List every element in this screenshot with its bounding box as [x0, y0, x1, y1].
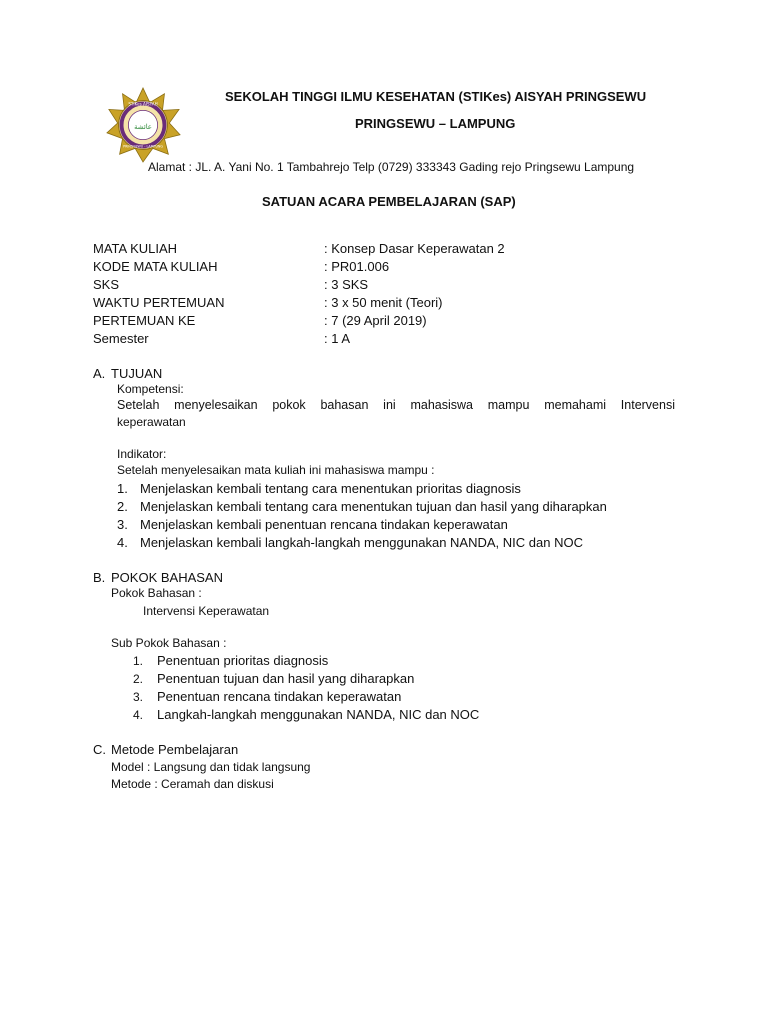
info-value: : Konsep Dasar Keperawatan 2 [324, 241, 505, 256]
institution-address: Alamat : JL. A. Yani No. 1 Tambahrejo Telp (0729) 333343 Gading rejo Pringsewu Lampung [148, 160, 635, 174]
model-text: Model : Langsung dan tidak langsung [111, 760, 311, 774]
info-label: SKS [93, 277, 120, 292]
document-title: SATUAN ACARA PEMBELAJARAN (SAP) [262, 194, 516, 209]
section-title: Metode Pembelajaran [111, 742, 239, 757]
indikator-intro: Setelah menyelesaikan mata kuliah ini mahasiswa mampu : [117, 463, 435, 477]
section-marker: A. [93, 366, 106, 381]
info-label: MATA KULIAH [93, 241, 178, 256]
list-number: 2. [133, 672, 144, 686]
info-value: : PR01.006 [324, 259, 390, 274]
list-item: Menjelaskan kembali tentang cara menentukan prioritas diagnosis [140, 481, 521, 496]
logo-text-top: STIKes AISYAH [128, 101, 158, 107]
section-marker: B. [93, 570, 106, 585]
list-item: Langkah-langkah menggunakan NANDA, NIC dan NOC [157, 707, 480, 722]
list-item: Menjelaskan kembali penentuan rencana tindakan keperawatan [140, 517, 508, 532]
kompetensi-label: Kompetensi: [117, 382, 184, 396]
sub-pokok-bahasan-label: Sub Pokok Bahasan : [111, 636, 227, 650]
info-value: : 3 x 50 menit (Teori) [324, 295, 443, 310]
section-title: TUJUAN [111, 366, 163, 381]
list-number: 2. [117, 499, 128, 514]
pokok-bahasan-label: Pokok Bahasan : [111, 586, 202, 600]
pokok-bahasan-value: Intervensi Keperawatan [143, 604, 270, 618]
kompetensi-text-line1: Setelah menyelesaikan pokok bahasan ini mahasiswa mampu memahami Intervensi [117, 398, 675, 412]
kompetensi-text-line2: keperawatan [117, 415, 186, 429]
info-value: : 3 SKS [324, 277, 369, 292]
svg-text:عائشة: عائشة [134, 122, 152, 131]
list-number: 3. [133, 690, 144, 704]
section-marker: C. [93, 742, 106, 757]
info-label: WAKTU PERTEMUAN [93, 295, 225, 310]
list-number: 4. [117, 535, 128, 550]
list-item: Penentuan rencana tindakan keperawatan [157, 689, 402, 704]
indikator-label: Indikator: [117, 447, 167, 461]
info-label: KODE MATA KULIAH [93, 259, 218, 274]
info-label: PERTEMUAN KE [93, 313, 196, 328]
list-number: 1. [117, 481, 128, 496]
institution-location: PRINGSEWU – LAMPUNG [355, 116, 516, 131]
list-number: 4. [133, 708, 144, 722]
metode-text: Metode : Ceramah dan diskusi [111, 777, 274, 791]
institution-name: SEKOLAH TINGGI ILMU KESEHATAN (STIKes) AISYAH PRINGSEWU [225, 89, 647, 104]
list-item: Penentuan tujuan dan hasil yang diharapkan [157, 671, 415, 686]
list-item: Menjelaskan kembali langkah-langkah menggunakan NANDA, NIC dan NOC [140, 535, 583, 550]
list-item: Menjelaskan kembali tentang cara menentukan tujuan dan hasil yang diharapkan [140, 499, 607, 514]
logo-text-bottom: PRINGSEWU - LAMPUNG [123, 144, 163, 149]
info-value: : 7 (29 April 2019) [324, 313, 427, 328]
info-label: Semester [93, 331, 149, 346]
list-item: Penentuan prioritas diagnosis [157, 653, 329, 668]
section-title: POKOK BAHASAN [111, 570, 223, 585]
stikes-aisyah-logo [104, 86, 182, 164]
list-number: 3. [117, 517, 128, 532]
list-number: 1. [133, 654, 144, 668]
info-value: : 1 A [324, 331, 351, 346]
